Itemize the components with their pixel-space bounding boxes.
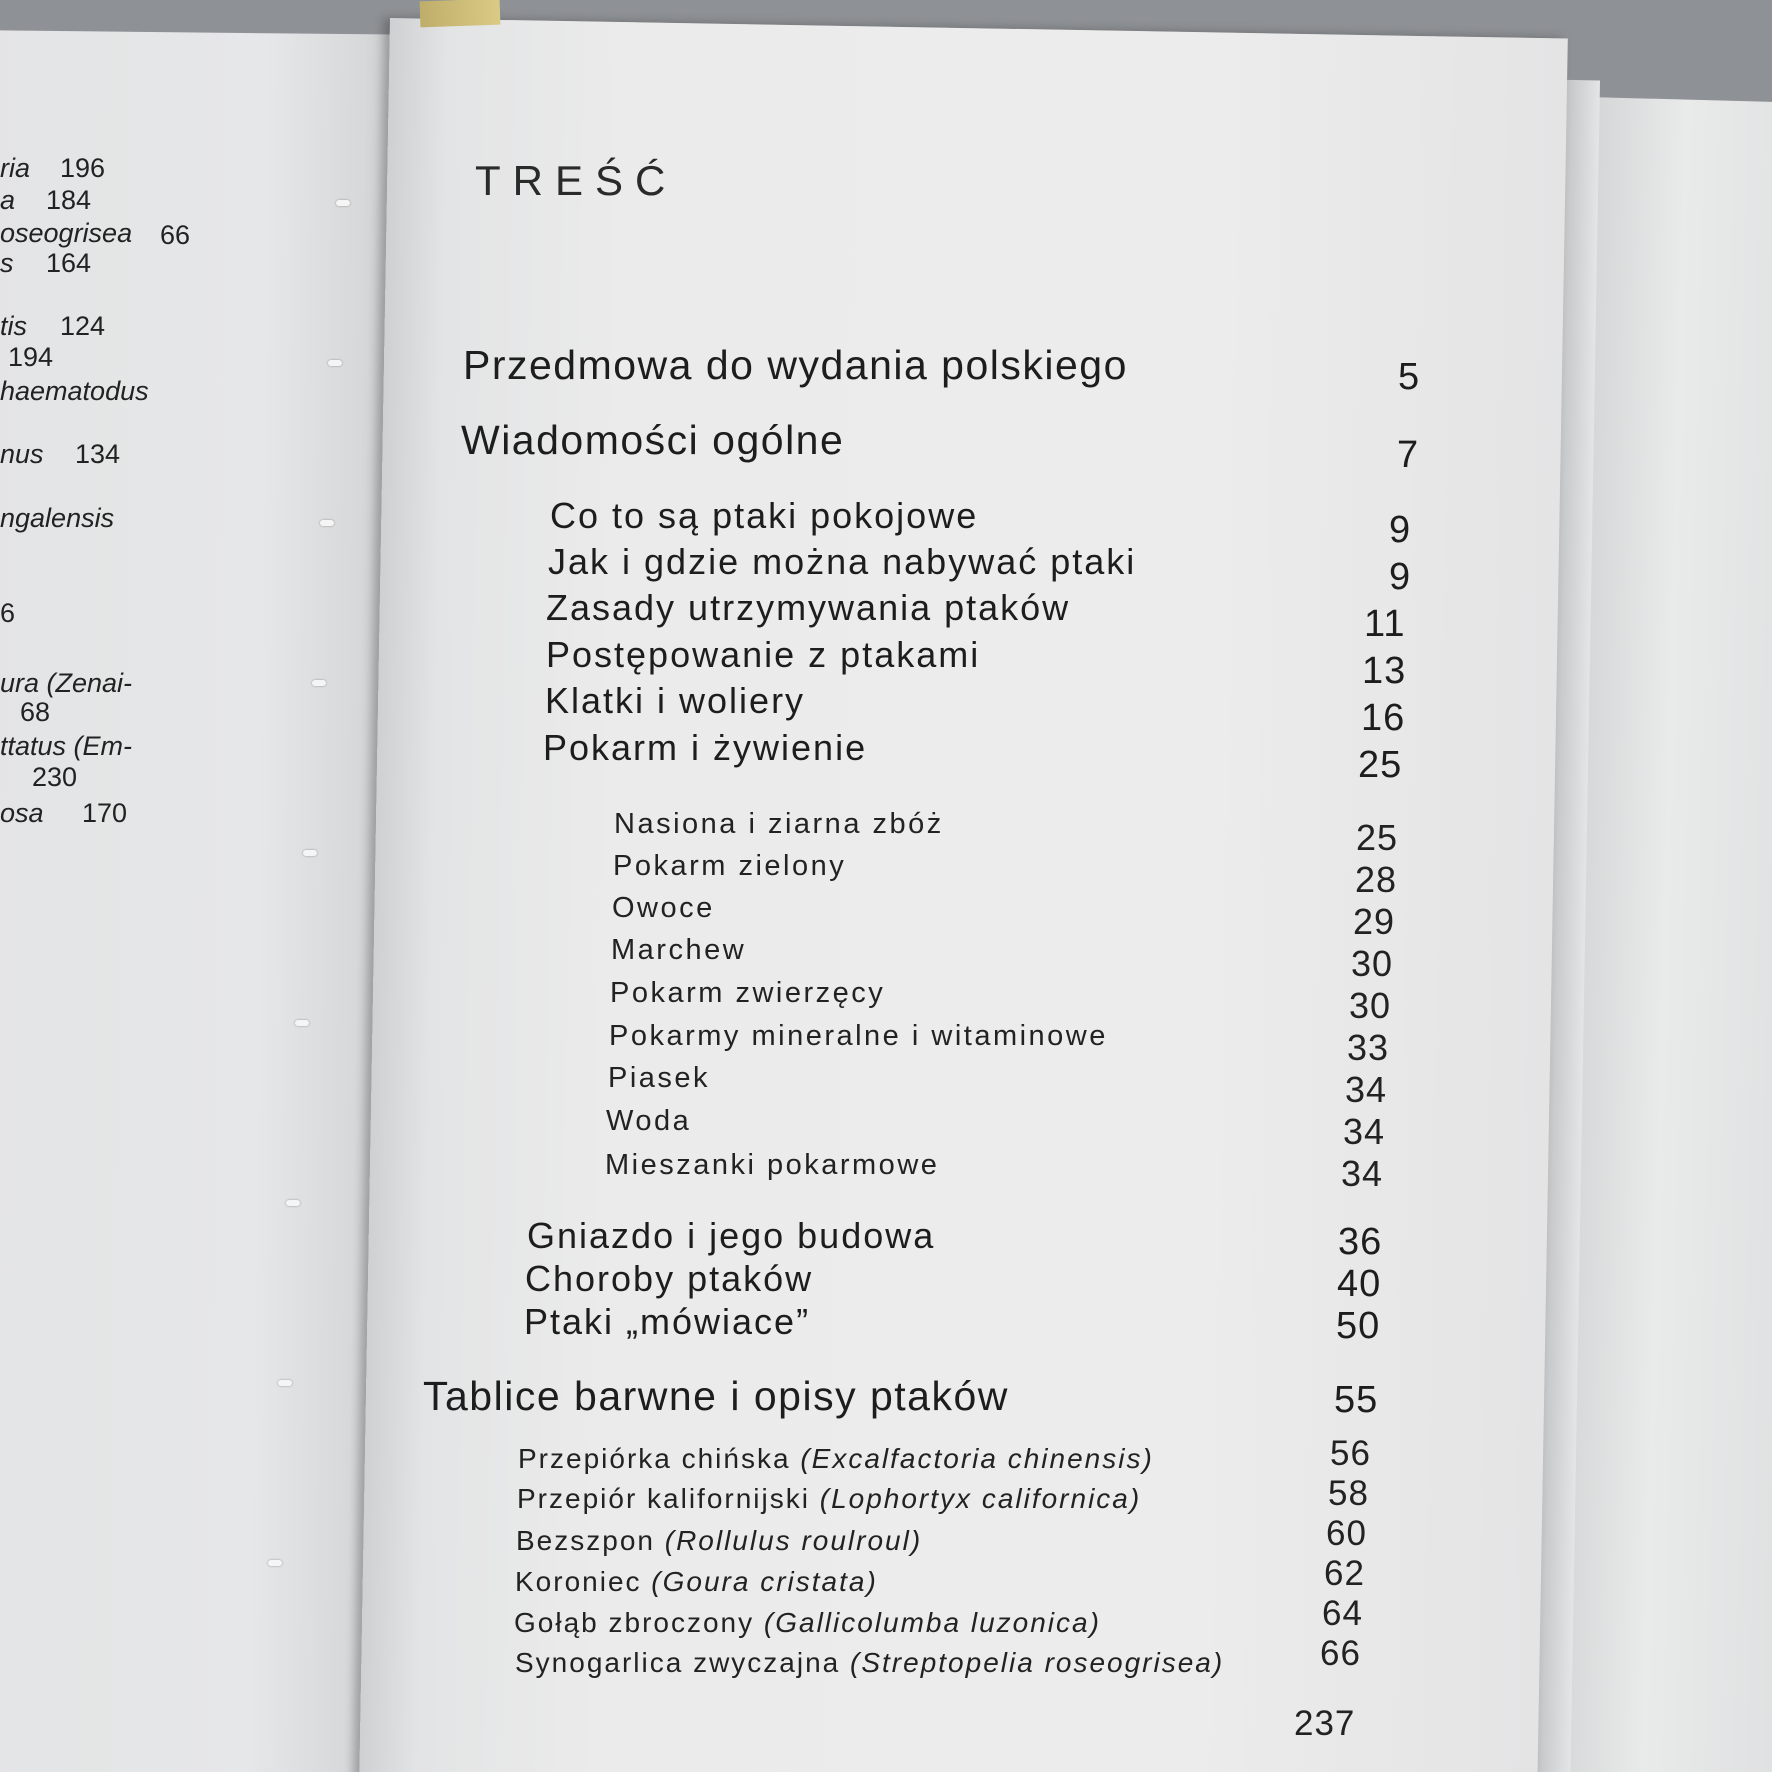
- toc-entry-page: 9: [1389, 509, 1412, 551]
- index-fragment: ttatus (Em-: [0, 731, 133, 761]
- index-page-ref: 68: [20, 697, 51, 727]
- toc-entry-label: Pokarm zielony: [613, 850, 847, 882]
- toc-entry-label: [518, 1445, 1154, 1473]
- toc-entry-label: [515, 1649, 1224, 1677]
- index-page-ref: 6: [0, 598, 16, 628]
- toc-entry-label: Marchew: [611, 934, 747, 966]
- toc-entry-label: Woda: [606, 1105, 692, 1137]
- toc-entry-page: 13: [1362, 650, 1407, 692]
- toc-entry-page: 29: [1353, 901, 1396, 942]
- index-page-ref: 194: [8, 342, 54, 372]
- toc-entry-page: 7: [1397, 434, 1420, 476]
- index-fragment: ngalensis: [0, 503, 115, 533]
- toc-heading: TREŚĆ: [475, 157, 678, 204]
- index-fragment: haematodus: [0, 376, 149, 406]
- index-page-ref: 134: [75, 439, 121, 469]
- toc-entry-page: 64: [1322, 1594, 1363, 1633]
- toc-entry-label: Jak i gdzie można nabywać ptaki: [548, 541, 1137, 582]
- toc-entry-page: 25: [1358, 744, 1403, 786]
- toc-entry-label: Przedmowa do wydania polskiego: [463, 342, 1128, 388]
- toc-species-latin: (Gallicolumba luzonica): [763, 1607, 1101, 1638]
- toc-entry-label: Tablice barwne i opisy ptaków: [423, 1373, 1009, 1419]
- page-number: 237: [1294, 1704, 1356, 1743]
- toc-entry-label: Zasady utrzymywania ptaków: [546, 587, 1071, 628]
- toc-entry-page: 9: [1389, 556, 1412, 598]
- toc-species-latin: (Lophortyx californica): [819, 1483, 1142, 1514]
- index-page-ref: 124: [60, 311, 106, 341]
- index-fragment: osa: [0, 798, 44, 828]
- toc-entry-label: Klatki i woliery: [545, 680, 806, 721]
- toc-entry-label: [515, 1568, 878, 1596]
- toc-entry-label: Piasek: [608, 1062, 711, 1094]
- toc-entry-label: Mieszanki pokarmowe: [605, 1149, 940, 1181]
- toc-entry-page: 34: [1345, 1069, 1388, 1110]
- toc-entry-page: 66: [1320, 1634, 1361, 1673]
- toc-entry-page: 30: [1351, 943, 1394, 984]
- toc-entry-page: 60: [1326, 1514, 1367, 1553]
- binding-stitch: [295, 1020, 309, 1026]
- toc-species-name: Przepiórka chińska: [518, 1443, 791, 1474]
- toc-species-name: Bezszpon: [516, 1525, 655, 1556]
- binding-stitch: [312, 680, 326, 686]
- toc-entry-page: 5: [1398, 356, 1421, 398]
- binding-stitch: [268, 1560, 282, 1566]
- binding-stitch: [278, 1380, 292, 1386]
- toc-entry-label: Co to są ptaki pokojowe: [550, 495, 979, 536]
- toc-entry-page: 33: [1347, 1027, 1390, 1068]
- toc-entry-page: 34: [1343, 1111, 1386, 1152]
- toc-entry-label: Owoce: [612, 892, 715, 924]
- toc-entry-label: Choroby ptaków: [525, 1258, 814, 1299]
- index-fragment: oseogrisea: [0, 218, 133, 248]
- index-fragment: ura (Zenai-: [0, 668, 133, 698]
- toc-species-name: Koroniec: [515, 1566, 642, 1597]
- cover-gold-edge: [420, 0, 501, 27]
- index-fragment: nus: [0, 439, 44, 469]
- toc-entry-label: [517, 1485, 1141, 1513]
- toc-entry-page: 25: [1356, 817, 1399, 858]
- toc-species-name: Gołąb zbroczony: [514, 1607, 755, 1638]
- left-page: [0, 30, 400, 1772]
- toc-entry-label: Nasiona i ziarna zbóż: [614, 808, 944, 840]
- toc-entry-page: 62: [1324, 1554, 1365, 1593]
- toc-entry-label: Gniazdo i jego budowa: [527, 1215, 936, 1256]
- binding-stitch: [336, 200, 350, 206]
- index-page-ref: 230: [32, 762, 78, 792]
- toc-entry-page: 16: [1361, 697, 1406, 739]
- toc-entry-label: Pokarmy mineralne i witaminowe: [609, 1020, 1108, 1052]
- toc-entry-page: 50: [1336, 1305, 1381, 1347]
- binding-stitch: [286, 1200, 300, 1206]
- toc-entry-label: Pokarm zwierzęcy: [610, 977, 886, 1009]
- toc-entry-label: Pokarm i żywienie: [543, 727, 868, 768]
- binding-stitch: [328, 360, 342, 366]
- binding-stitch: [320, 520, 334, 526]
- toc-entry-page: 34: [1341, 1153, 1384, 1194]
- toc-entry-page: 58: [1328, 1474, 1369, 1513]
- toc-entry-page: 40: [1337, 1263, 1382, 1305]
- toc-species-name: Przepiór kalifornijski: [517, 1483, 810, 1514]
- index-page-ref: 184: [46, 185, 92, 215]
- toc-species-latin: (Streptopelia roseogrisea): [850, 1647, 1225, 1678]
- toc-entry-page: 55: [1334, 1379, 1379, 1421]
- toc-entry-label: Ptaki „mówiace”: [524, 1301, 811, 1342]
- index-fragment: ria: [0, 153, 31, 183]
- index-page-ref: 164: [46, 248, 92, 278]
- toc-entry-page: 56: [1330, 1434, 1371, 1473]
- index-fragment: a: [0, 185, 16, 215]
- index-fragment: s: [0, 248, 14, 278]
- index-fragment: tis: [0, 311, 27, 341]
- toc-entry-label: [516, 1527, 922, 1555]
- toc-entry-label: [514, 1609, 1101, 1637]
- toc-entry-page: 28: [1355, 859, 1398, 900]
- toc-entry-page: 30: [1349, 985, 1392, 1026]
- index-page-ref: 66: [160, 220, 191, 250]
- toc-species-name: Synogarlica zwyczajna: [515, 1647, 841, 1678]
- index-page-ref: 196: [60, 153, 106, 183]
- toc-entry-label: Postępowanie z ptakami: [546, 634, 981, 675]
- binding-stitch: [303, 850, 317, 856]
- toc-entry-label: Wiadomości ogólne: [461, 417, 845, 463]
- index-page-ref: 170: [82, 798, 128, 828]
- toc-species-latin: (Excalfactoria chinensis): [800, 1443, 1154, 1474]
- toc-species-latin: (Rollulus roulroul): [664, 1525, 923, 1556]
- toc-entry-page: 11: [1364, 603, 1406, 645]
- toc-entry-page: 36: [1338, 1221, 1383, 1263]
- toc-species-latin: (Goura cristata): [651, 1566, 878, 1597]
